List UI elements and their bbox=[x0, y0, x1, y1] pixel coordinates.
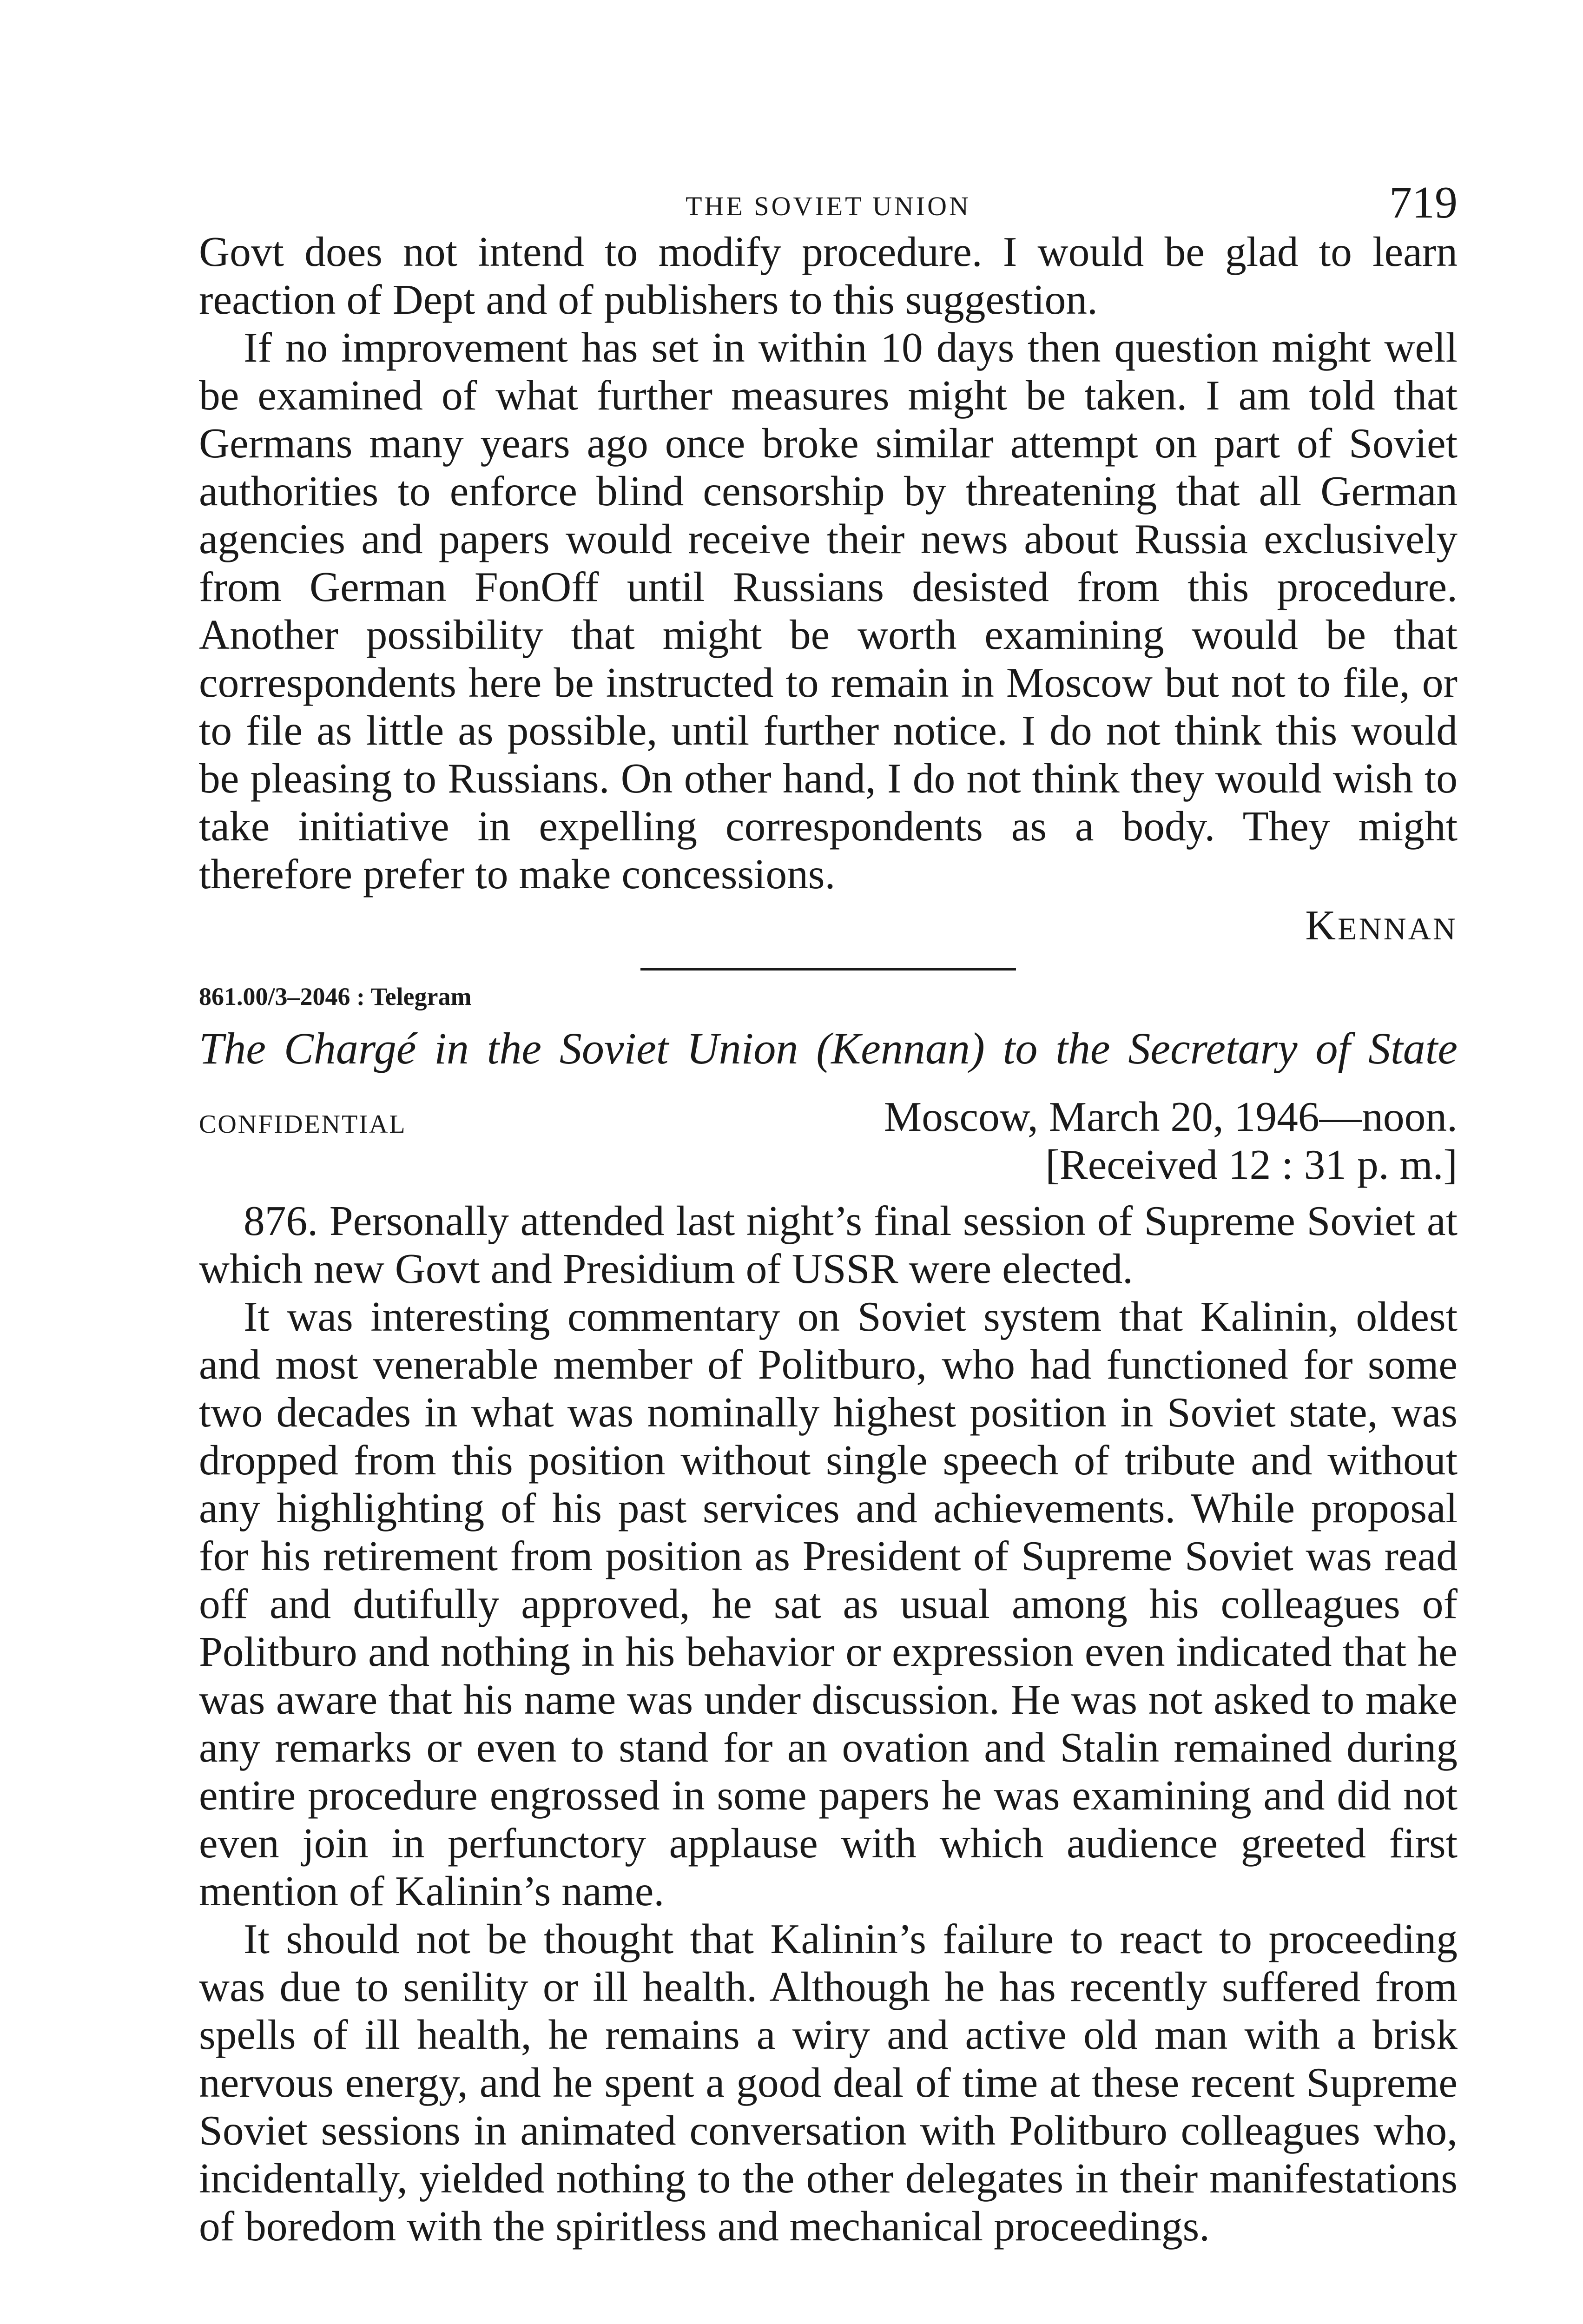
running-title: THE SOVIET UNION bbox=[686, 191, 971, 221]
date-line: Moscow, March 20, 1946—noon. bbox=[884, 1093, 1458, 1140]
paragraph: It should not be thought that Kalinin’s failure to react to proceeding was due to senility or ill health. Although he has recently suffered from spells of ill health, he remains a wiry and active old man with a brisk nervous energy, and he spent a good deal of time at these recent Supreme Soviet sessions in animated conversation with Politburo colleagues who, incidentally, yielded nothing to the other delegates in their manifestations of boredom with the spiritless and mechanical proceedings. bbox=[199, 1915, 1458, 2250]
place-date bbox=[884, 1093, 1458, 1188]
document-body bbox=[199, 1197, 1458, 2250]
document-title: The Chargé in the Soviet Union (Kennan) to the Secretary of State bbox=[199, 1023, 1458, 1073]
paragraph: If no improvement has set in within 10 days then question might well be examined of what further measures might be taken. I am told that Germans many years ago once broke similar attempt on part of Soviet authorities to enforce blind censorship by threatening that all German agencies and papers would receive their news about Russia exclusively from German FonOff until Russians desisted from this procedure. Another possibility that might be worth examining would be that correspondents here be instructed to remain in Moscow but not to file, or to file as little as possible, until further notice. I do not think this would be pleasing to Russians. On other hand, I do not think they would wish to take initiative in expelling correspondents as a body. They might therefore prefer to make concessions. bbox=[199, 324, 1458, 898]
document-page bbox=[199, 177, 1458, 2250]
classification-label: CONFIDENTIAL bbox=[199, 1110, 407, 1139]
previous-document-body bbox=[199, 228, 1458, 898]
paragraph: 876. Personally attended last night’s final session of Supreme Soviet at which new Govt and Presidium of USSR were elected. bbox=[199, 1197, 1458, 1292]
received-line: [Received 12 : 31 p. m.] bbox=[1045, 1141, 1458, 1188]
signature: KENNAN bbox=[1305, 902, 1458, 949]
page-number: 719 bbox=[1389, 178, 1458, 228]
paragraph: Govt does not intend to modify procedure. I would be glad to learn reaction of Dept and of publishers to this suggestion. bbox=[199, 228, 1458, 323]
file-reference: 861.00/3–2046 : Telegram bbox=[199, 983, 472, 1010]
dateline bbox=[199, 1093, 1458, 1197]
document-separator bbox=[199, 952, 1458, 1008]
divider-rule bbox=[640, 968, 1016, 971]
running-head bbox=[199, 177, 1458, 228]
paragraph: It was interesting commentary on Soviet system that Kalinin, oldest and most venerable member of Politburo, who had functioned for some two decades in what was nominally highest position in Soviet state, was dropped from this position without single speech of tribute and without any highlighting of his past services and achievements. While proposal for his retirement from position as President of Supreme Soviet was read off and dutifully approved, he sat as usual among his colleagues of Politburo and nothing in his behavior or expression even indicated that he was aware that his name was under discussion. He was not asked to make any remarks or even to stand for an ovation and Stalin remained during entire procedure engrossed in some papers he was examining and did not even join in perfunctory applause with which audience greeted first mention of Kalinin’s name. bbox=[199, 1293, 1458, 1915]
